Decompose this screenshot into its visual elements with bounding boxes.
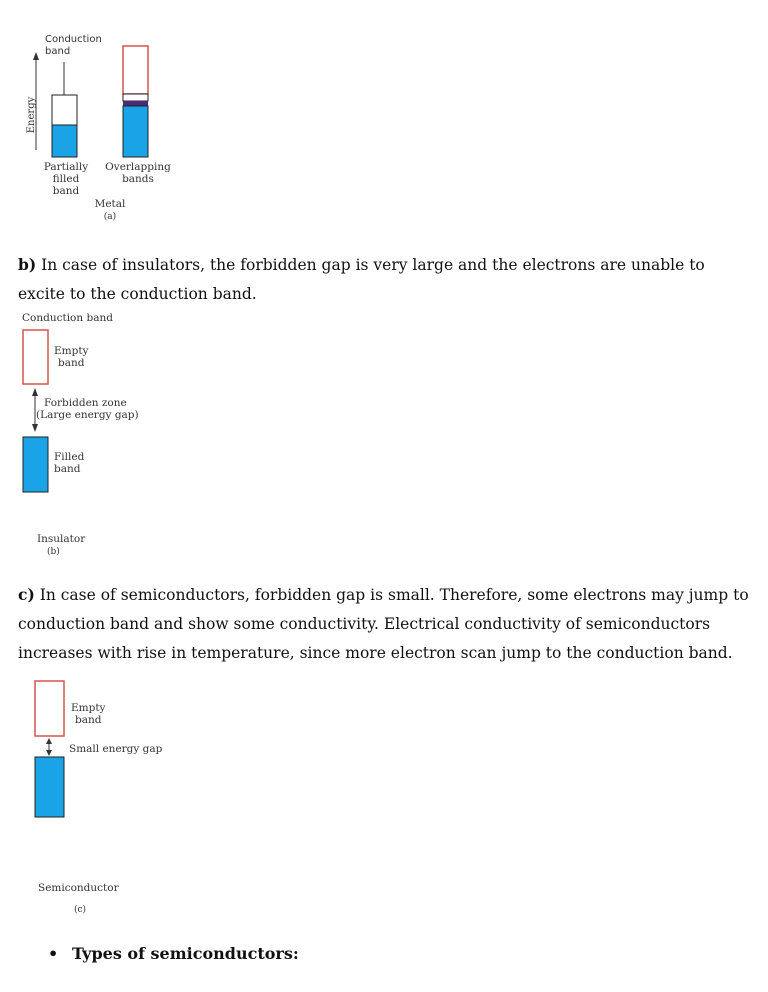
- partial-line3: band: [52, 185, 80, 197]
- insulator-sub: (b): [47, 547, 60, 557]
- small-gap-label: Small energy gap: [69, 743, 163, 755]
- overlap-band-label: [100, 161, 176, 185]
- partial-line2: filled: [52, 173, 80, 185]
- forbidden-line1: Forbidden zone: [44, 397, 127, 409]
- forbidden-arrow-bottom: [32, 424, 38, 432]
- ins-empty-line1: Empty: [54, 345, 89, 357]
- para-b-text: In case of insulators, the forbidden gap is very large and the electrons are unable to excite to the conduction band.: [18, 256, 705, 303]
- bullet-types-of-semiconductors: [48, 944, 299, 963]
- paragraph-insulators: [18, 250, 753, 309]
- forbidden-zone-label: [36, 397, 139, 421]
- partial-band-empty: [52, 95, 77, 125]
- forbidden-line2: (Large energy gap): [36, 409, 139, 421]
- overlap-line2: bands: [122, 173, 154, 185]
- partial-line1: Partially: [43, 161, 89, 173]
- partial-band-label: [40, 161, 92, 197]
- metal-conduction-label-line2: band: [45, 46, 71, 57]
- insulator-conduction-label: Conduction band: [22, 312, 113, 324]
- semi-filled-band: [35, 757, 64, 817]
- overlap-band-filled: [123, 106, 148, 157]
- energy-arrow-head: [33, 52, 39, 60]
- bullet-dot-icon: •: [48, 944, 59, 963]
- partial-band-filled: [52, 125, 77, 157]
- semiconductor-sub: (c): [74, 905, 87, 915]
- insulator-empty-band: [23, 330, 48, 384]
- para-b-lead: b): [18, 255, 37, 274]
- semi-empty-band: [35, 681, 64, 736]
- overlap-line1: Overlapping: [105, 161, 171, 173]
- forbidden-arrow-top: [32, 388, 38, 396]
- semiconductor-caption: Semiconductor: [38, 882, 119, 894]
- metal-sub: (a): [103, 212, 117, 222]
- ins-filled-line1: Filled: [54, 451, 85, 463]
- ins-empty-line2: band: [58, 357, 85, 369]
- semi-empty-line1: Empty: [71, 702, 106, 714]
- insulator-empty-label: [54, 345, 89, 369]
- small-gap-arrow-top: [46, 738, 52, 744]
- small-gap-arrow-bottom: [46, 750, 52, 756]
- para-c-lead: c): [18, 585, 35, 604]
- metal-conduction-label-line1: Conduction: [45, 34, 102, 45]
- overlap-band-upper: [123, 46, 148, 94]
- overlap-band-strip: [123, 101, 148, 106]
- paragraph-semiconductors: [18, 580, 753, 668]
- insulator-filled-label: [54, 451, 84, 475]
- insulator-filled-band: [23, 437, 48, 492]
- semi-empty-line2: band: [75, 714, 102, 726]
- semi-empty-label: [71, 702, 106, 726]
- ins-filled-line2: band: [54, 463, 81, 475]
- insulator-caption: Insulator: [37, 533, 86, 545]
- overlap-band-mid: [123, 94, 148, 101]
- para-c-text: In case of semiconductors, forbidden gap is small. Therefore, some electrons may jump to conduction band and show some conductivity. Electrical conductivity of semiconductors increases with rise in temperature, since more electron scan jump to the conduction band.: [18, 586, 749, 662]
- bullet-text: Types of semiconductors:: [72, 944, 299, 963]
- metal-caption: Metal: [94, 198, 126, 210]
- energy-axis-label: Energy: [26, 96, 37, 134]
